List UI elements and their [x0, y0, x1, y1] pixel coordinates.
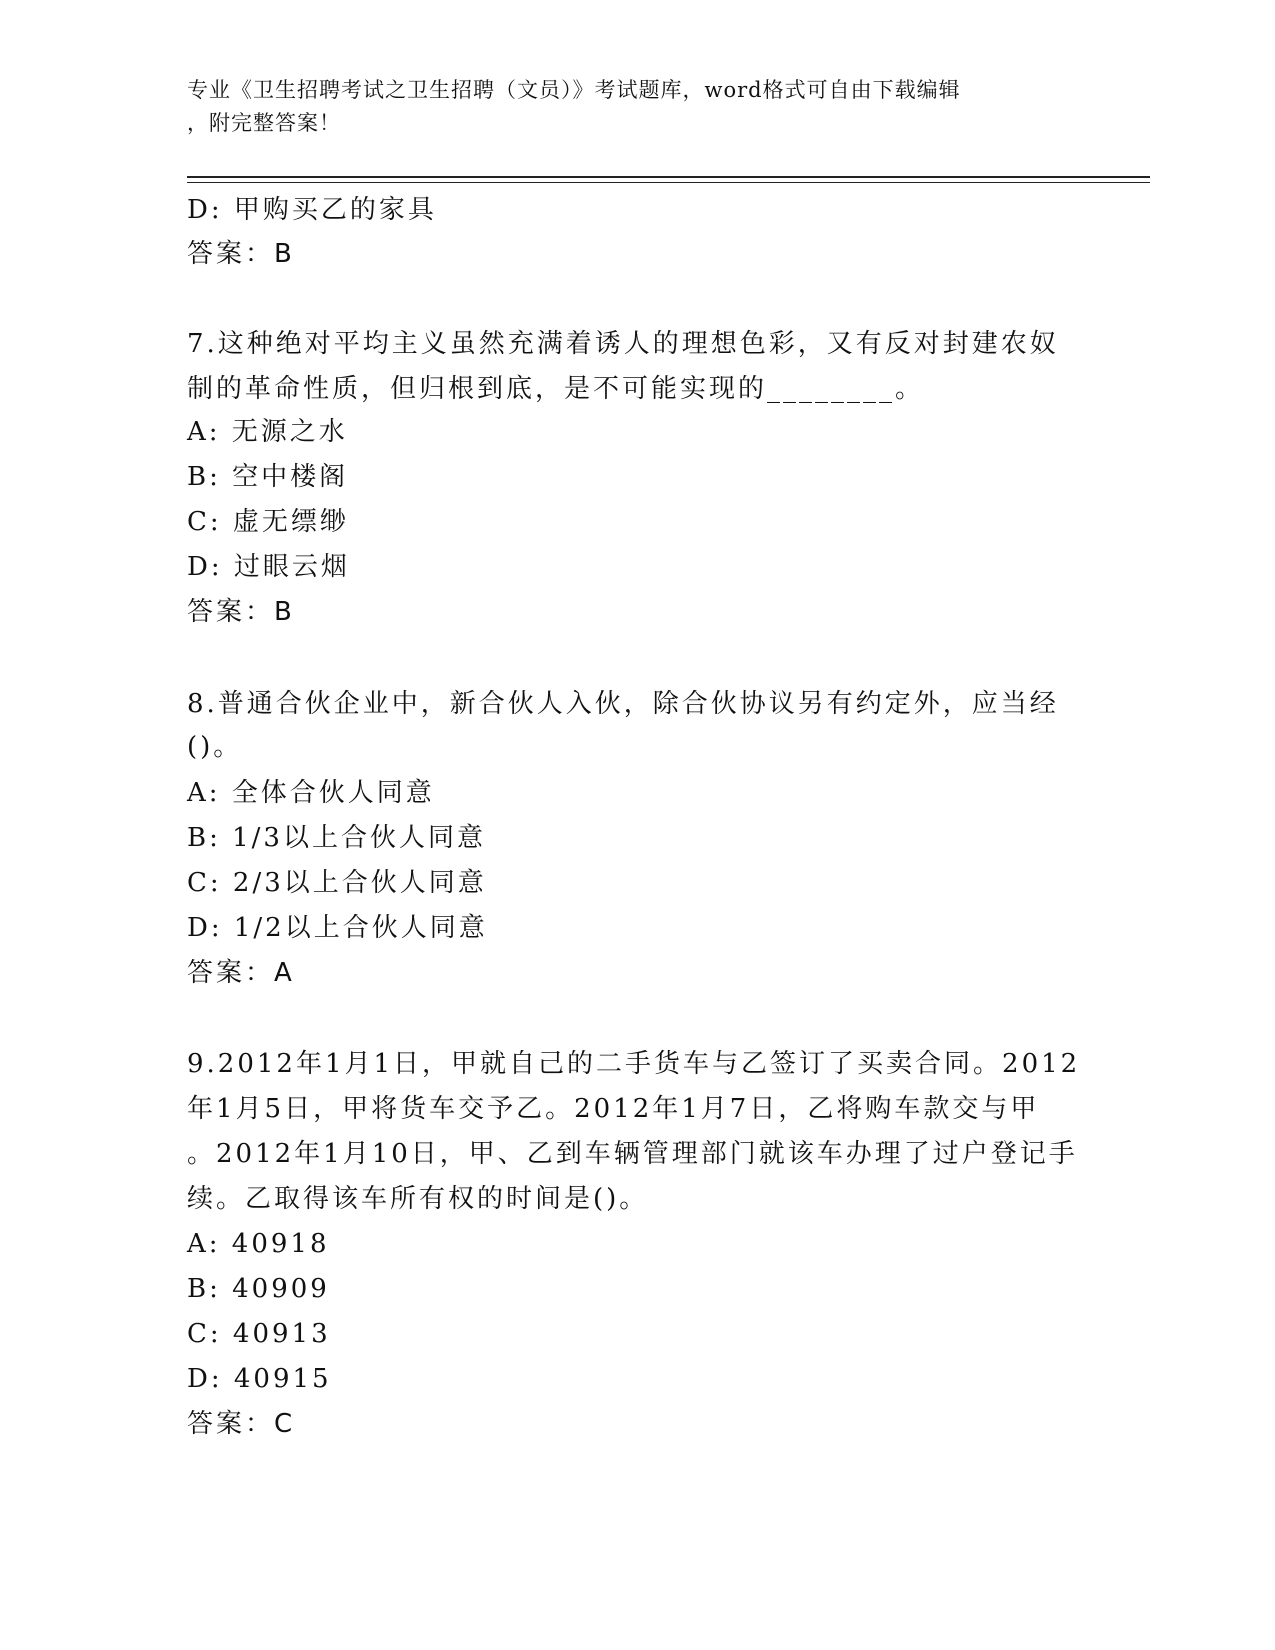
q9-answer: 答案：C: [187, 1409, 296, 1439]
header-line-1: 专业《卫生招聘考试之卫生招聘（文员）》考试题库，word格式可自由下载编辑: [187, 78, 961, 102]
q7-option-d: D: 过眼云烟: [187, 552, 350, 582]
q8-option-d: D: 1/2以上合伙人同意: [187, 913, 488, 943]
q9-option-b: B: 40909: [187, 1274, 330, 1304]
page-header: [187, 74, 1067, 140]
q8-stem-line-2: ()。: [187, 732, 243, 762]
q8-stem-line-1: 8.普通合伙企业中，新合伙人入伙，除合伙协议另有约定外，应当经: [187, 689, 1059, 719]
q8-answer: 答案：A: [187, 958, 295, 988]
q7-option-a: A: 无源之水: [187, 417, 348, 447]
header-rule-thin: [187, 182, 1150, 183]
q8-option-b: B: 1/3以上合伙人同意: [187, 823, 486, 853]
header-rule-thick: [187, 176, 1150, 178]
q7-stem-line-1: 7.这种绝对平均主义虽然充满着诱人的理想色彩，又有反对封建农奴: [187, 329, 1059, 359]
q8-option-a: A: 全体合伙人同意: [187, 778, 435, 808]
q9-stem-line-1: 9.2012年1月1日，甲就自己的二手货车与乙签订了买卖合同。2012: [187, 1049, 1081, 1079]
header-line-2: ，附完整答案！: [187, 111, 341, 135]
q7-option-c: C: 虚无缥缈: [187, 507, 349, 537]
q9-stem-line-3: 。2012年1月10日，甲、乙到车辆管理部门就该车办理了过户登记手: [187, 1139, 1078, 1169]
q7-option-b: B: 空中楼阁: [187, 462, 349, 492]
q7-answer: 答案：B: [187, 597, 295, 627]
q9-option-d: D: 40915: [187, 1364, 332, 1394]
q9-option-a: A: 40918: [187, 1229, 330, 1259]
q9-option-c: C: 40913: [187, 1319, 331, 1349]
q6-answer: 答案：B: [187, 239, 295, 269]
q7-stem-line-2: 制的革命性质，但归根到底，是不可能实现的________。: [187, 374, 925, 404]
q9-stem-line-2: 年1月5日，甲将货车交予乙。2012年1月7日，乙将购车款交与甲: [187, 1094, 1040, 1124]
q6-option-d: D: 甲购买乙的家具: [187, 195, 437, 225]
q9-stem-line-4: 续。乙取得该车所有权的时间是()。: [187, 1184, 649, 1214]
q8-option-c: C: 2/3以上合伙人同意: [187, 868, 487, 898]
